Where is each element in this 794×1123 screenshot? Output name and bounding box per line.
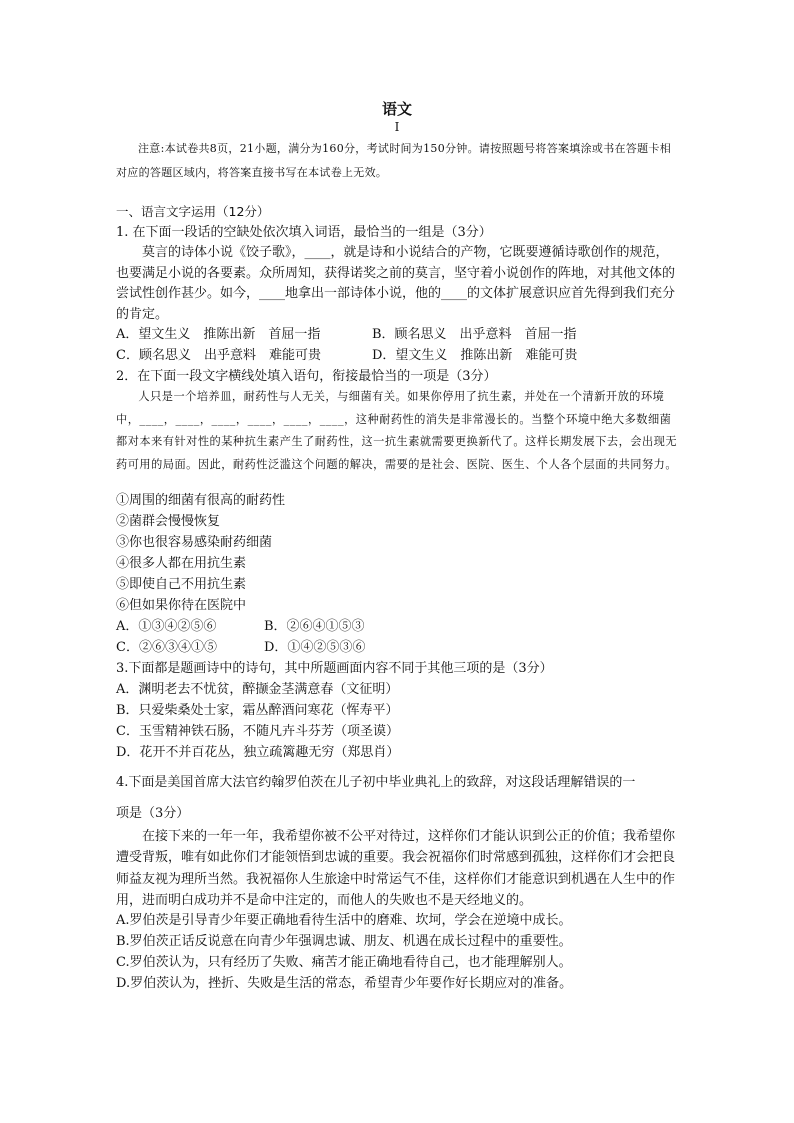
q2-option-c: C．②⑥③④①⑤ — [116, 640, 217, 655]
q3-option-c: C．玉雪精神铁石肠，不随凡卉斗芬芳（项圣谟） — [116, 724, 399, 739]
q4-option-a: A.罗伯茨是引导青少年要正确地看待生活中的磨难、坎坷，学会在逆境中成长。 — [116, 913, 572, 928]
q4-option-d: D.罗伯茨认为，挫折、失败是生活的常态，希望青少年要作好长期应对的准备。 — [116, 976, 573, 991]
q1-option-b: B．顾名思义 出乎意料 首屈一指 — [372, 327, 577, 342]
q4-option-b: B.罗伯茨正话反说意在向青少年强调忠诚、朋友、机遇在成长过程中的重要性。 — [116, 934, 572, 949]
q1-option-c: C．顾名思义 出乎意料 难能可贵 — [116, 348, 321, 363]
q4-stem-line2: 项是（3分） — [116, 806, 190, 821]
q4-option-c: C.罗伯茨认为，只有经历了失败、痛苦才能正确地看待自己，也才能理解别人。 — [116, 955, 572, 970]
q3-option-b: B．只爱柴桑处士家，霜丛醉酒问寒花（恽寿平） — [116, 703, 399, 718]
page-title: 语文 — [381, 100, 412, 118]
q2-item-4: ④很多人都在用抗生素 — [116, 556, 247, 571]
q2-stem: 2．在下面一段文字横线处填入语句，衔接最恰当的一项是（3分） — [116, 369, 497, 384]
q3-stem: 3.下面都是题画诗中的诗句，其中所题画面内容不同于其他三项的是（3分） — [116, 661, 553, 676]
q2-item-6: ⑥但如果你待在医院中 — [116, 598, 247, 613]
q3-option-a: A．渊明老去不忧贫，醉撷金茎满意春（文征明） — [116, 682, 399, 697]
q3-option-d: D．花开不并百花丛，独立疏篱趣无穷（郑思肖） — [116, 745, 400, 760]
exam-notice: 注意:本试卷共8页，21小题，满分为160分，考试时间为150分钟。请按照题号将答案填涂或书在答题卡相对应的答题区域内，将答案直接书写在本试卷上无效。 — [116, 142, 671, 179]
q4-passage: 在接下来的一年一年，我希望你被不公平对待过，这样你们才能认识到公正的价值；我希望你遭受背叛，唯有如此你们才能领悟到忠诚的重要。我会祝福你们时常感到孤独，这样你们才会把良师益友视为理所当然。我祝福你人生旅途中时常运气不佳，这样你们才能意识到机遇在人生中的作用，进而明白成功并不是命中注定的，而他人的失败也不是天经地义的。 — [116, 829, 676, 908]
q1-option-d: D．望文生义 推陈出新 难能可贵 — [372, 348, 578, 363]
q1-passage: 莫言的诗体小说《饺子歌》，____，就是诗和小说结合的产物，它既要遵循诗歌创作的规范，也要满足小说的各要素。众所周知，获得诺奖之前的莫言，坚守着小说创作的阵地，对其他文体的尝试性创作甚少。如今，____地拿出一部诗体小说，他的____的文体扩展意识应首先得到我们充分的肯定。 — [116, 245, 676, 322]
q2-option-a: A．①③④②⑤⑥ — [116, 619, 217, 634]
q4-stem-line1: 4.下面是美国首席大法官约翰罗伯茨在儿子初中毕业典礼上的致辞，对这段话理解错误的一 — [116, 775, 636, 790]
q1-option-a: A．望文生义 推陈出新 首屈一指 — [116, 327, 321, 342]
section-heading: 一、语言文字运用（12分） — [116, 204, 270, 219]
q2-options-row2 — [116, 638, 680, 658]
q1-options-row2 — [116, 346, 680, 366]
volume-numeral: I — [394, 120, 400, 134]
q2-option-b: B．②⑥④①⑤③ — [264, 619, 365, 634]
q2-item-1: ①周围的细菌有很高的耐药性 — [116, 493, 286, 508]
q2-passage: 人只是一个培养皿，耐药性与人无关，与细菌有关。如果你停用了抗生素，并处在一个清新开放的环境中，____，____，____，____，____，____，这种耐药性的消失是非常漫长的。当整个环境中绝大多数细菌都对本来有针对性的某种抗生素产生了耐药性，这一抗生素就需要更换新代了。这样长期发展下去，会出现无药可用的局面。因此，耐药性泛滥这个问题的解决，需要的是社会、医院、医生、个人各个层面的共同努力。 — [116, 390, 678, 471]
q2-item-3: ③你也很容易感染耐药细菌 — [116, 535, 273, 550]
q2-option-d: D．①④②⑤③⑥ — [264, 640, 366, 655]
q2-options-row1 — [116, 617, 680, 637]
q1-stem: 1. 在下面一段话的空缺处依次填入词语，最恰当的一组是（3分） — [116, 225, 492, 240]
q2-item-5: ⑤即使自己不用抗生素 — [116, 577, 247, 592]
q2-item-2: ②菌群会慢慢恢复 — [116, 514, 221, 529]
q1-options-row1 — [116, 325, 680, 345]
